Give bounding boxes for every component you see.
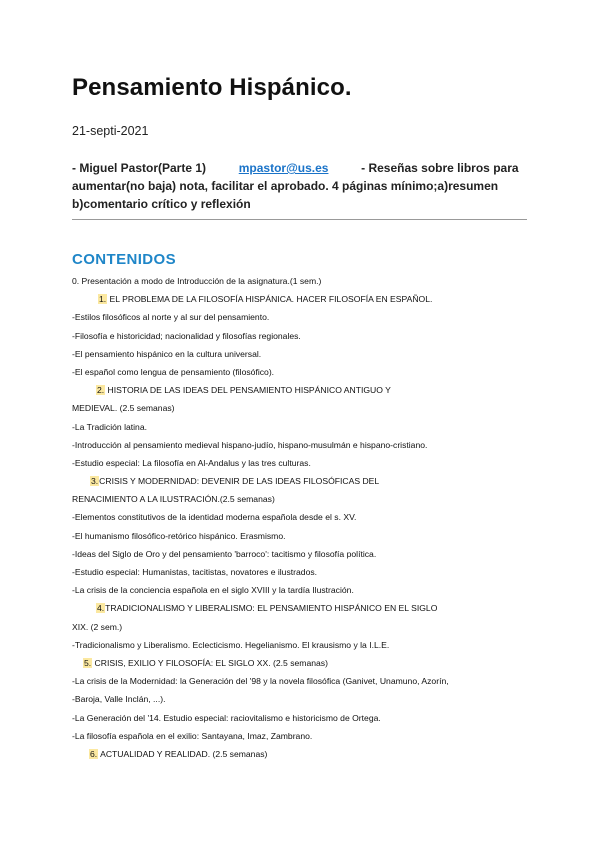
section-heading-6 xyxy=(72,745,532,763)
email-link[interactable]: mpastor@us.es xyxy=(238,161,329,175)
contents-line: -Estudio especial: Humanistas, tacitistas, novatores e ilustrados. xyxy=(72,567,318,577)
course-info-line-2: aumentar(no baja) nota, facilitar el aprobado. 4 páginas mínimo;a)resumen xyxy=(72,179,499,193)
contents-line: -Tradicionalismo y Liberalismo. Eclecticismo. Hegelianismo. El krausismo y la I.L.E. xyxy=(72,639,390,650)
section-heading-2 xyxy=(72,381,532,399)
date: 21-septi-2021 xyxy=(72,124,149,138)
author: - Miguel Pastor(Parte 1) xyxy=(72,161,207,175)
contents-line: -El humanismo filosófico-retórico hispánico. Erasmismo. xyxy=(72,530,286,541)
section-number: 5. xyxy=(84,657,92,668)
section-heading-continuation: RENACIMIENTO A LA ILUSTRACIÓN.(2.5 semanas) xyxy=(72,494,275,505)
contents-list xyxy=(72,272,532,763)
section-number: 4. xyxy=(97,603,105,614)
section-heading-continuation: XIX. (2 sem.) xyxy=(72,621,123,632)
section-number: 6. xyxy=(90,748,98,759)
section-heading-text: EL PROBLEMA DE LA FILOSOFÍA HISPÁNICA. HACER FILOSOFÍA EN ESPAÑOL. xyxy=(107,294,433,305)
contents-line: -Elementos constitutivos de la identidad moderna española desde el s. XV. xyxy=(72,512,357,523)
divider xyxy=(72,219,527,220)
section-heading-continuation: MEDIEVAL. (2.5 semanas) xyxy=(72,403,175,414)
contents-line: -Estudio especial: La filosofía en Al-Andalus y las tres culturas. xyxy=(72,457,311,468)
section-heading-4 xyxy=(72,599,532,617)
section-number: 1. xyxy=(99,294,107,305)
contents-line: 0. Presentación a modo de Introducción de la asignatura.(1 sem.) xyxy=(72,276,322,286)
contents-line: -La filosofía española en el exilio: Santayana, Imaz, Zambrano. xyxy=(72,730,313,741)
contents-line: -Introducción al pensamiento medieval hispano-judío, hispano-musulmán e hispano-cristiano. xyxy=(72,439,428,450)
course-info-line-1 xyxy=(72,159,532,177)
contents-line: -La Generación del '14. Estudio especial: raciovitalismo e historicismo de Ortega. xyxy=(72,712,381,723)
section-heading-text: CRISIS, EXILIO Y FILOSOFÍA: EL SIGLO XX. (2.5 semanas) xyxy=(92,657,328,668)
contents-line: -Ideas del Siglo de Oro y del pensamiento 'barroco': tacitismo y filosofía política. xyxy=(72,548,377,559)
course-info-line-3: b)comentario crítico y reflexión xyxy=(72,197,251,211)
section-heading-5 xyxy=(72,654,532,672)
contents-line: -La crisis de la Modernidad: la Generación del '98 y la novela filosófica (Ganivet, Unamuno, Azorín, xyxy=(72,676,449,687)
contents-line: -Filosofía e historicidad; nacionalidad y filosofías regionales. xyxy=(72,330,301,341)
contents-line: -El pensamiento hispánico en la cultura universal. xyxy=(72,348,262,359)
section-heading-3 xyxy=(72,472,532,490)
section-number: 3. xyxy=(91,476,99,487)
section-number: 2. xyxy=(97,385,105,396)
page-title: Pensamiento Hispánico. xyxy=(72,74,352,101)
contents-line: -La crisis de la conciencia española en el siglo XVIII y la tardía Ilustración. xyxy=(72,585,354,596)
course-info-text-1: - Reseñas sobre libros para xyxy=(361,161,519,175)
section-heading-text: HISTORIA DE LAS IDEAS DEL PENSAMIENTO HISPÁNICO ANTIGUO Y xyxy=(105,385,391,396)
section-heading-text: TRADICIONALISMO Y LIBERALISMO: EL PENSAMIENTO HISPÁNICO EN EL SIGLO xyxy=(105,603,438,614)
contents-line: -Estilos filosóficos al norte y al sur del pensamiento. xyxy=(72,312,270,323)
contents-line: -El español como lengua de pensamiento (filosófico). xyxy=(72,366,275,377)
section-heading-text: CRISIS Y MODERNIDAD: DEVENIR DE LAS IDEAS FILOSÓFICAS DEL xyxy=(99,476,380,487)
contents-line: -Baroja, Valle Inclán, ...). xyxy=(72,694,166,705)
course-info xyxy=(72,159,532,213)
section-heading-text: ACTUALIDAD Y REALIDAD. (2.5 semanas) xyxy=(98,748,268,759)
section-title: CONTENIDOS xyxy=(72,251,177,268)
contents-line: -La Tradición latina. xyxy=(72,421,147,432)
section-heading-1 xyxy=(72,290,532,308)
